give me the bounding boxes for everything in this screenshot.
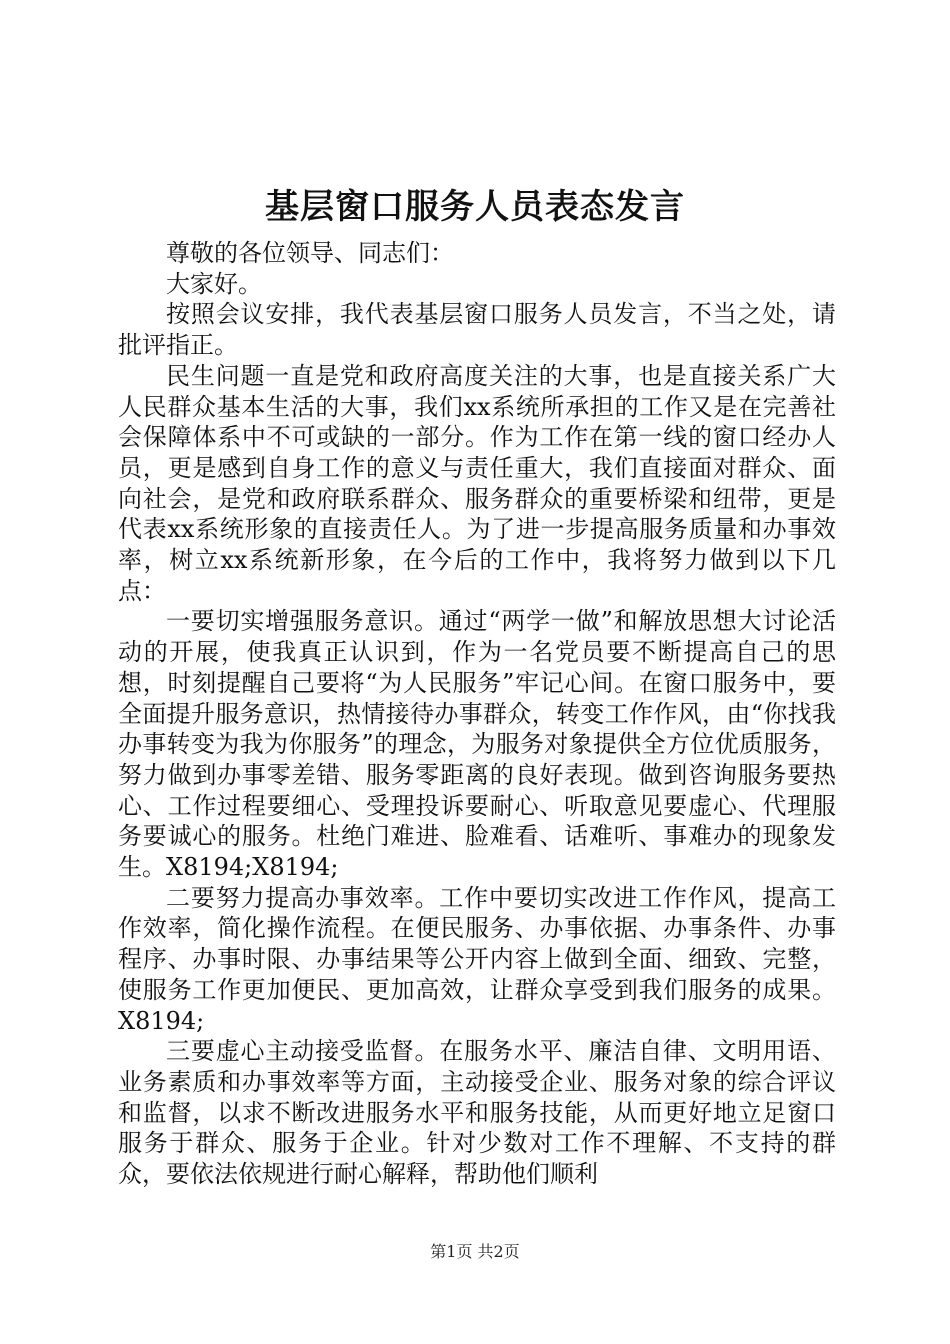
point-two-paragraph: 二要努力提高办事效率。工作中要切实改进工作作风，提高工作效率，简化操作流程。在便民服务、办事依据、办事条件、办事程序、办事时限、办事结果等公开内容上做到全面、细致、完整，使服务工作更加便民、更加高效，让群众享受到我们服务的成果。X8194; [118, 883, 836, 1035]
salutation: 尊敬的各位领导、同志们： [166, 239, 454, 267]
greeting: 大家好。 [166, 269, 262, 298]
point-three-paragraph: 三要虚心主动接受监督。在服务水平、廉洁自律、文明用语、业务素质和办事效率等方面，主动接受企业、服务对象的综合评议和监督，以求不断改进服务水平和服务技能，从而更好地立足窗口服务于群众、服务于企业。针对少数对工作不理解、不支持的群众，要依法依规进行耐心解释，帮助他们顺利 [118, 1037, 836, 1189]
document-title: 基层窗口服务人员表态发言 [265, 187, 685, 227]
opening-paragraph: 按照会议安排，我代表基层窗口服务人员发言，不当之处，请批评指正。 [118, 300, 836, 360]
page-footer: 第1页 共2页 [430, 1242, 520, 1261]
context-paragraph: 民生问题一直是党和政府高度关注的大事，也是直接关系广大人民群众基本生活的大事，我们xx系统所承担的工作又是在完善社会保障体系中不可或缺的一部分。作为工作在第一线的窗口经办人员，更是感到自身工作的意义与责任重大，我们直接面对群众、面向社会，是党和政府联系群众、服务群众的重要桥梁和纽带，更是代表xx系统形象的直接责任人。为了进一步提高服务质量和办事效率，树立xx系统新形象，在今后的工作中，我将努力做到以下几点： [118, 361, 836, 605]
point-one-paragraph: 一要切实增强服务意识。通过“两学一做”和解放思想大讨论活动的开展，使我真正认识到，作为一名党员要不断提高自己的思想，时刻提醒自己要将“为人民服务”牢记心间。在窗口服务中，要全面提升服务意识，热情接待办事群众，转变工作作风，由“你找我办事转变为我为你服务”的理念，为服务对象提供全方位优质服务，努力做到办事零差错、服务零距离的良好表现。做到咨询服务要热心、工作过程要细心、受理投诉要耐心、听取意见要虚心、代理服务要诚心的服务。杜绝门难进、脸难看、话难听、事难办的现象发生。X8194;X8194; [118, 607, 836, 882]
document-body [118, 238, 836, 1190]
